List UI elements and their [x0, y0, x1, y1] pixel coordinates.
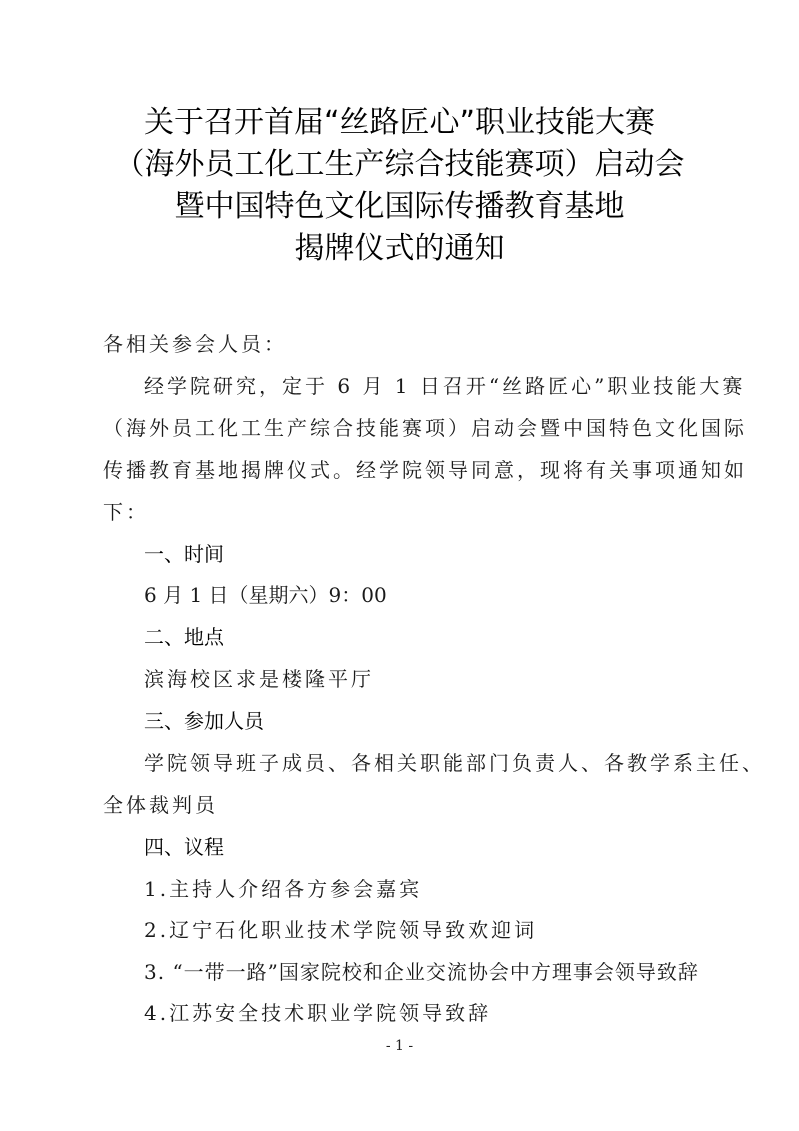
- salutation: 各相关参会人员：: [103, 332, 287, 356]
- title-line-2: （海外员工化工生产综合技能赛项）启动会: [114, 147, 685, 182]
- page-number: - 1 -: [385, 1038, 414, 1054]
- intro-line-2: （海外员工化工生产综合技能赛项）启动会暨中国特色文化国际: [103, 416, 747, 440]
- time-text: 6 月 1 日（星期六）9：00: [144, 583, 387, 607]
- section-heading-time: 一、时间: [144, 542, 224, 566]
- title-line-1: 关于召开首届“丝路匠心”职业技能大赛: [143, 105, 656, 140]
- section-heading-agenda: 四、议程: [144, 835, 224, 859]
- intro-line-4: 下：: [103, 500, 149, 524]
- section-heading-attendees: 三、参加人员: [144, 709, 264, 733]
- title-line-4: 揭牌仪式的通知: [294, 231, 505, 266]
- agenda-item: 2.辽宁石化职业技术学院领导致欢迎词: [144, 918, 538, 942]
- location-text: 滨海校区求是楼隆平厅: [144, 667, 374, 691]
- attendees-line-2: 全体裁判员: [103, 793, 218, 817]
- title-line-3: 暨中国特色文化国际传播教育基地: [174, 189, 625, 224]
- intro-line-1: 经学院研究，定于 6 月 1 日召开“丝路匠心”职业技能大赛: [144, 374, 746, 398]
- document-title: [0, 102, 799, 270]
- section-heading-location: 二、地点: [144, 625, 224, 649]
- intro-line-3: 传播教育基地揭牌仪式。经学院领导同意，现将有关事项通知如: [103, 458, 747, 482]
- agenda-item: 3. “一带一路”国家院校和企业交流协会中方理事会领导致辞: [144, 960, 699, 984]
- attendees-line-1: 学院领导班子成员、各相关职能部门负责人、各教学系主任、: [144, 751, 765, 775]
- agenda-item: 4.江苏安全技术职业学院领导致辞: [144, 1001, 492, 1025]
- agenda-item: 1.主持人介绍各方参会嘉宾: [144, 877, 423, 901]
